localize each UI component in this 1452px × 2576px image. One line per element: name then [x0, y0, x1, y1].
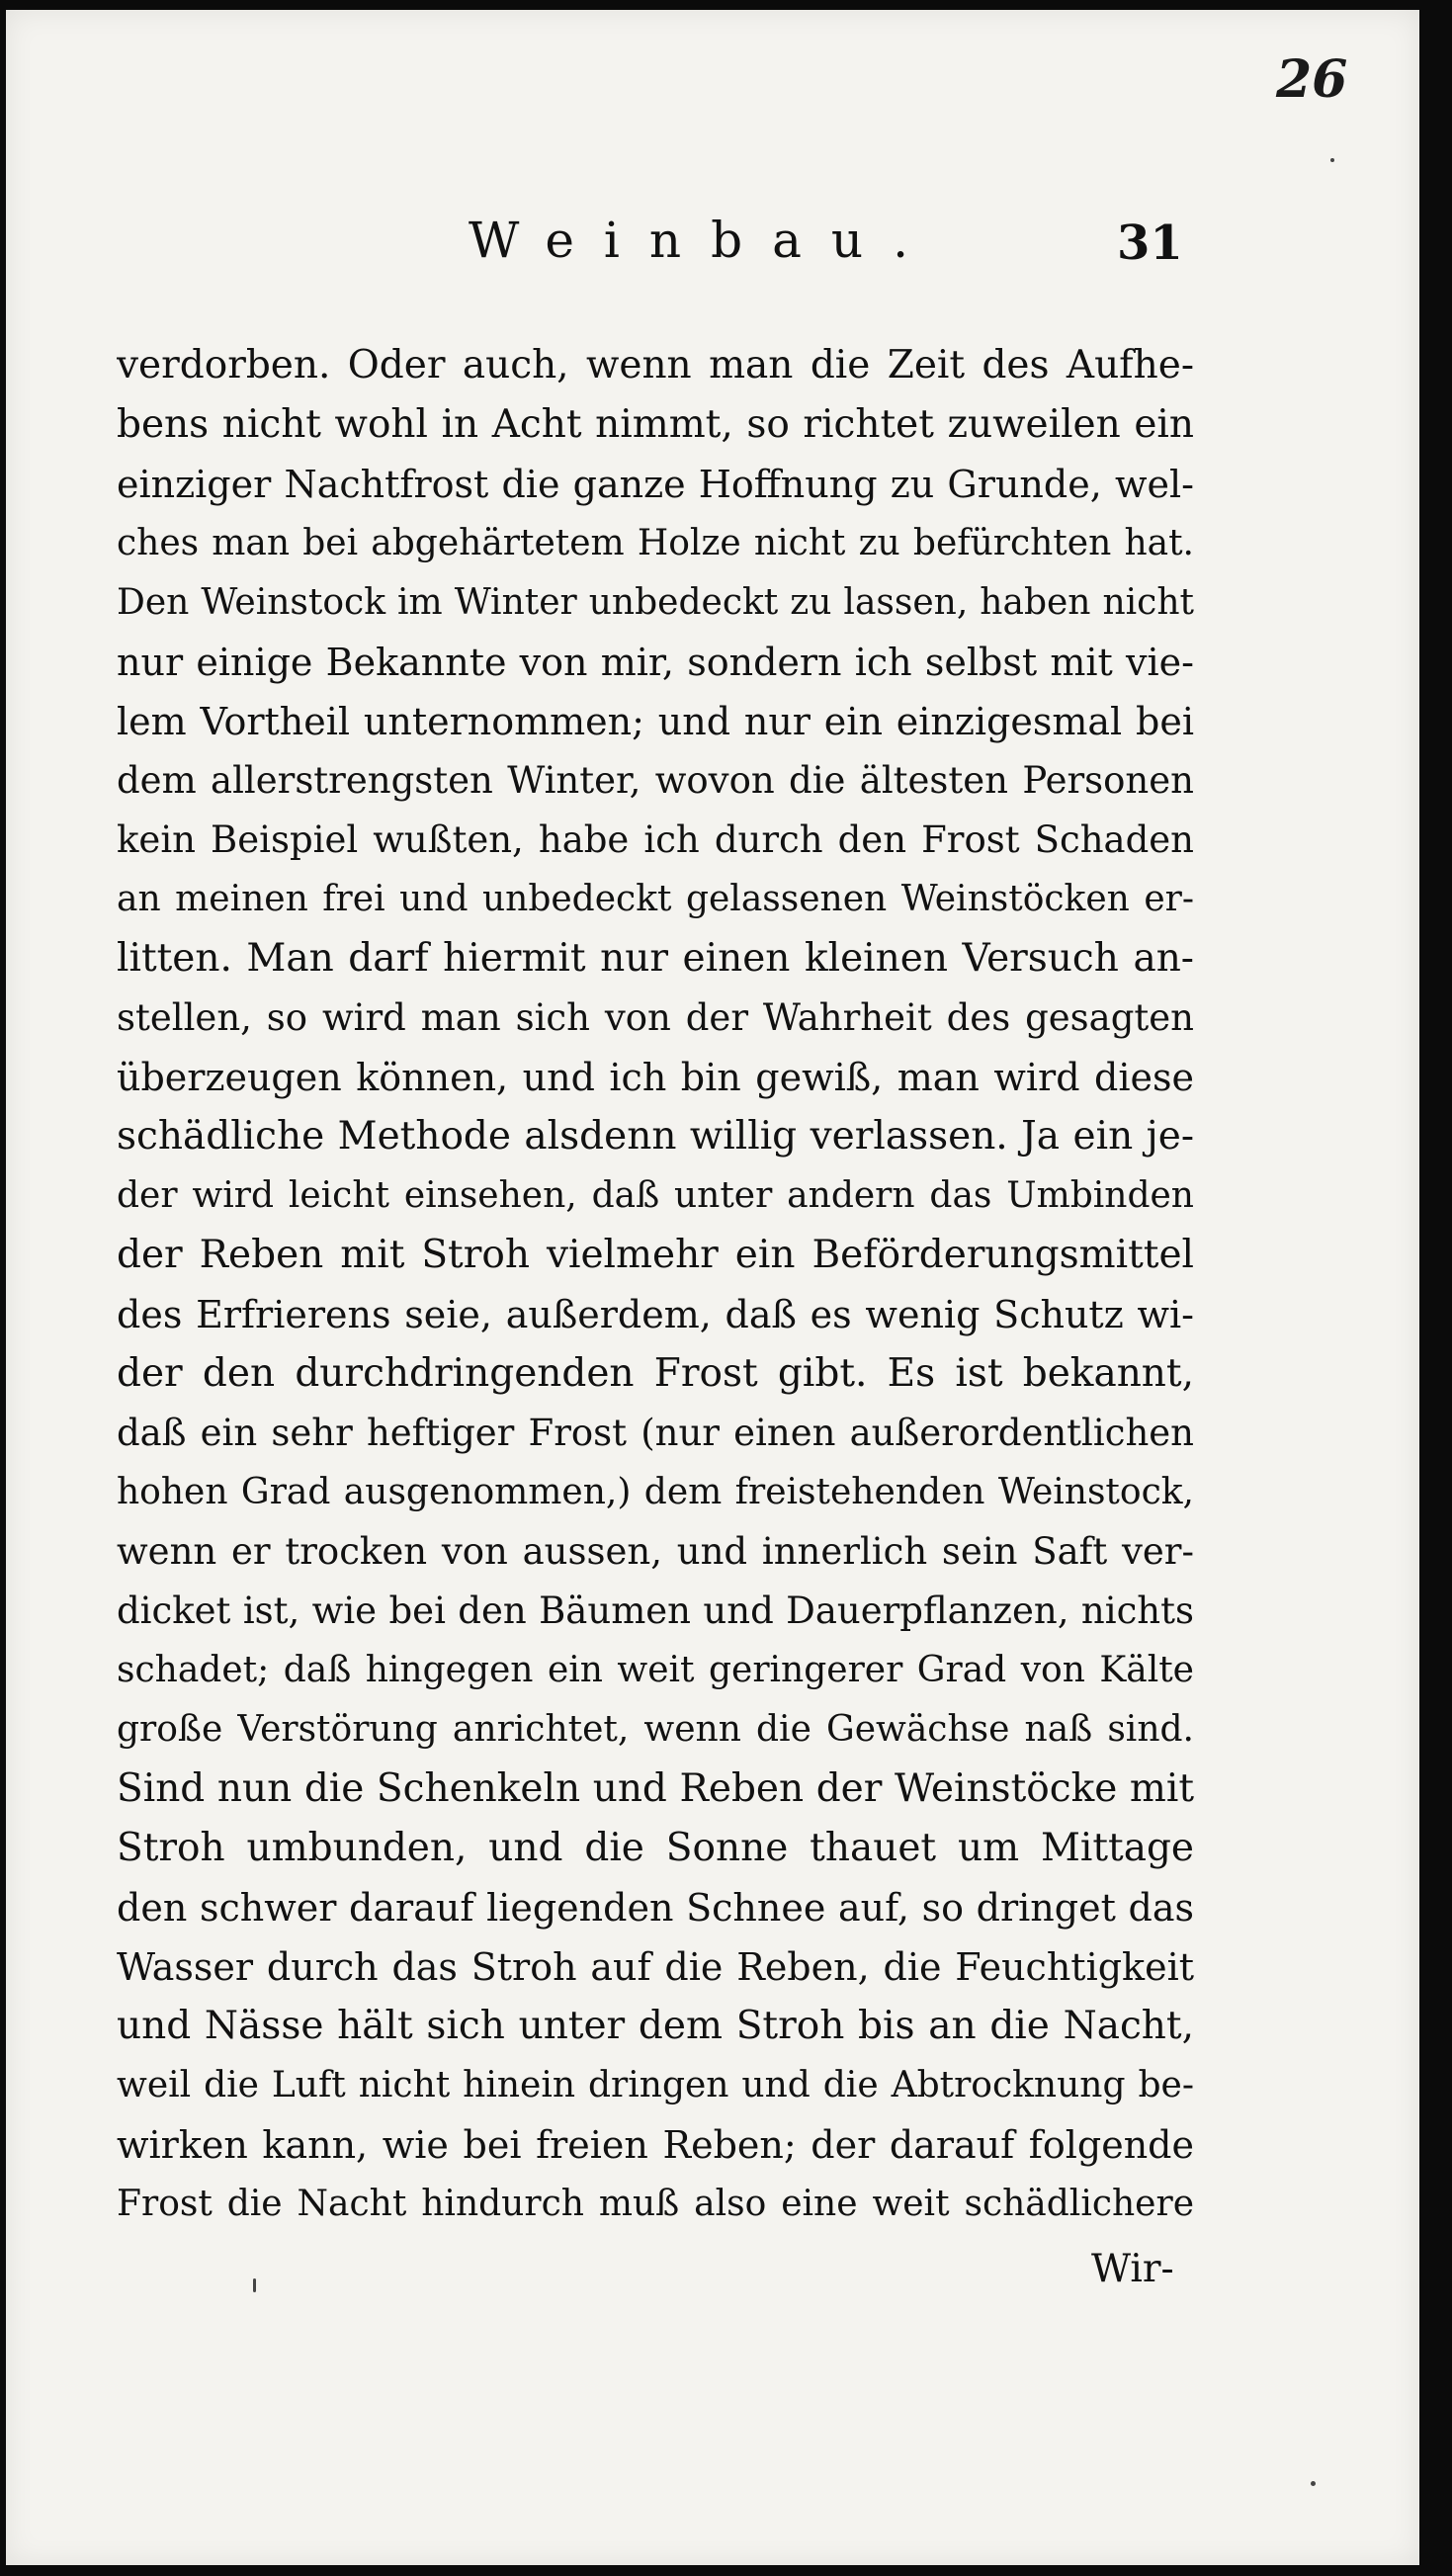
paper-speck	[1311, 2481, 1316, 2486]
text-line: nur einige Bekannte von mir, sondern ich selbst mit vie-	[117, 641, 1194, 684]
text-line: große Verstörung anrichtet, wenn die Gewächse naß sind.	[117, 1709, 1194, 1750]
text-line: verdorben. Oder auch, wenn man die Zeit des Aufhe-	[117, 343, 1194, 387]
text-line: der den durchdringenden Frost gibt. Es ist bekannt,	[117, 1351, 1194, 1396]
text-line: litten. Man darf hiermit nur einen kleinen Versuch an-	[117, 936, 1194, 981]
text-line: weil die Luft nicht hinein dringen und die Abtrocknung be-	[117, 2065, 1194, 2105]
text-line: einziger Nachtfrost die ganze Hoffnung zu Grunde, wel-	[117, 463, 1194, 506]
printed-page-number: 31	[1117, 215, 1183, 271]
text-line: dicket ist, wie bei den Bäumen und Dauerpflanzen, nichts	[117, 1589, 1194, 1632]
body-text	[117, 336, 1194, 2234]
manuscript-page-number: 26	[1276, 49, 1348, 110]
text-line: stellen, so wird man sich von der Wahrheit des gesagten	[117, 996, 1194, 1039]
text-line: lem Vortheil unternommen; und nur ein einzigesmal bei	[117, 700, 1194, 743]
text-line: daß ein sehr heftiger Frost (nur einen außerordentlichen	[117, 1412, 1194, 1454]
text-line: Sind nun die Schenkeln und Reben der Weinstöcke mit	[117, 1766, 1194, 1811]
text-line: des Erfrierens seie, außerdem, daß es wenig Schutz wi-	[117, 1293, 1194, 1336]
text-line: den schwer darauf liegenden Schnee auf, so dringet das	[117, 1886, 1194, 1930]
text-line: schadet; daß hingegen ein weit geringerer Grad von Kälte	[117, 1650, 1194, 1690]
text-line: kein Beispiel wußten, habe ich durch den Frost Schaden	[117, 818, 1194, 861]
text-line: und Nässe hält sich unter dem Stroh bis an die Nacht,	[117, 2004, 1194, 2048]
text-line: an meinen frei und unbedeckt gelassenen Weinstöcken er-	[117, 879, 1194, 919]
paper-speck	[253, 2278, 256, 2292]
paper-speck	[1330, 158, 1334, 162]
text-line: bens nicht wohl in Acht nimmt, so richtet zuweilen ein	[117, 402, 1194, 447]
text-line: wirken kann, wie bei freien Reben; der darauf folgende	[117, 2123, 1194, 2167]
text-line: hohen Grad ausgenommen,) dem freistehenden Weinstock,	[117, 1472, 1194, 1512]
text-line: schädliche Methode alsdenn willig verlassen. Ja ein je-	[117, 1114, 1194, 1159]
text-line: Frost die Nacht hindurch muß also eine weit schädlichere	[117, 2184, 1194, 2224]
text-line: der Reben mit Stroh vielmehr ein Beförderungsmittel	[117, 1233, 1194, 1277]
catchword: Wir-	[1091, 2247, 1174, 2291]
text-line: Den Weinstock im Winter unbedeckt zu lassen, haben nicht	[117, 582, 1194, 623]
text-line: Stroh umbunden, und die Sonne thauet um Mittage	[117, 1826, 1194, 1870]
text-line: wenn er trocken von aussen, und innerlich sein Saft ver-	[117, 1530, 1194, 1573]
text-line: der wird leicht einsehen, daß unter andern das Umbinden	[117, 1175, 1194, 1216]
text-line: ches man bei abgehärtetem Holze nicht zu befürchten hat.	[117, 523, 1194, 563]
running-head-title: Weinbau.	[469, 212, 939, 269]
paper-sheet	[6, 10, 1419, 2565]
text-line: dem allerstrengsten Winter, wovon die ältesten Personen	[117, 759, 1194, 802]
text-line: überzeugen können, und ich bin gewiß, man wird diese	[117, 1056, 1194, 1099]
text-line: Wasser durch das Stroh auf die Reben, die Feuchtigkeit	[117, 1945, 1194, 1989]
